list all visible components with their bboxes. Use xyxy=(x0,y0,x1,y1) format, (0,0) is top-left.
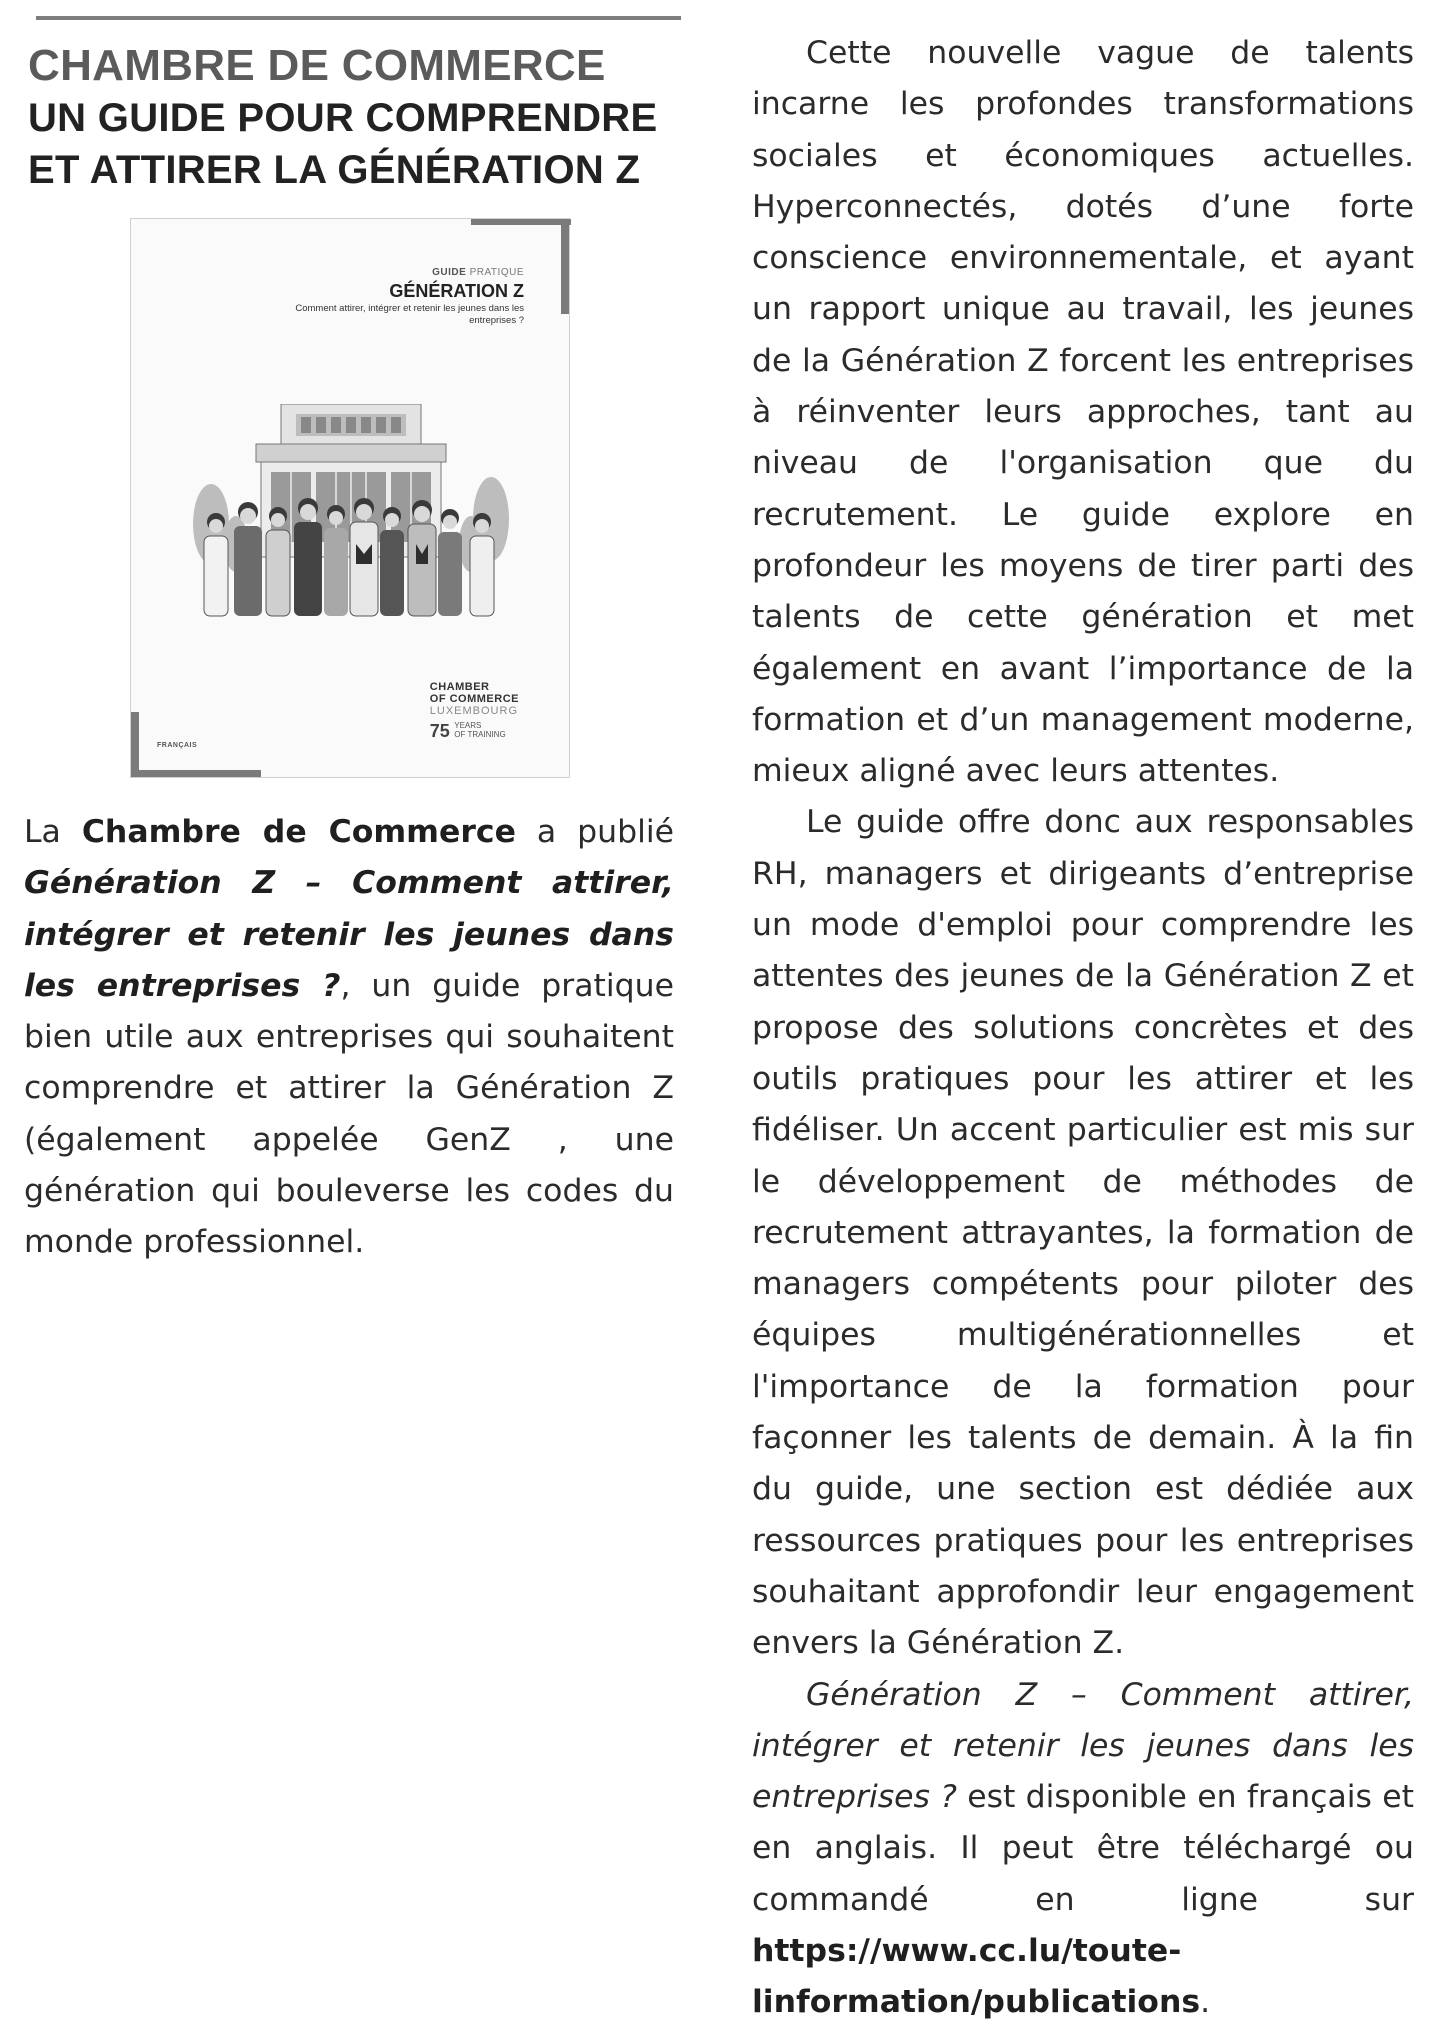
article-headline xyxy=(28,40,688,196)
headline-title-line-1: UN GUIDE POUR COMPRENDRE xyxy=(28,96,658,140)
guide-title: Génération Z – Comment attirer, intégrer et retenir les jeunes dans les entreprises ? xyxy=(24,865,674,1004)
intro-paragraph: La Chambre de Commerce a publié Génération Z – Comment attirer, intégrer et retenir les jeunes dans les entreprises ?, un guide pratique bien utile aux entreprises qui souhaitent comprendre et attirer la Génération Z (également appelée GenZ , une génération qui bouleverse les codes du monde professionnel. xyxy=(24,814,675,1261)
cover-frame-bar xyxy=(131,770,261,777)
group-of-young-people-illustration xyxy=(186,404,516,624)
cover-subtitle: Comment attirer, intégrer et retenir les jeunes dans les entreprises ? xyxy=(295,303,524,326)
top-rule xyxy=(36,16,681,20)
cover-title: GÉNÉRATION Z xyxy=(389,281,524,301)
headline-kicker: CHAMBRE DE COMMERCE xyxy=(28,41,606,90)
left-column xyxy=(24,807,674,1269)
body-paragraph-1: Cette nouvelle vague de talents incarne les profondes transformations sociales et économiques actuelles. Hyperconnectés, dotés d’une forte conscience environnementale, et ayant un rapport unique au travail, les jeunes de la Génération Z forcent les entreprises à réinventer leurs approches, tant au niveau de l'organisation que du recrutement. Le guide explore en profondeur les moyens de tirer parti des talents de cette génération et met également en avant l’importance de la formation et d’un management moderne, mieux aligné avec leurs attentes. xyxy=(752,35,1414,790)
cover-frame-bar xyxy=(131,712,139,777)
headline-title-line-2: ET ATTIRER LA GÉNÉRATION Z xyxy=(28,148,641,192)
cover-language-label: FRANÇAIS xyxy=(157,742,198,749)
right-column xyxy=(752,28,1414,2029)
cover-series-label: GUIDE PRATIQUE xyxy=(432,267,524,278)
book-cover-image xyxy=(130,218,570,778)
body-paragraph-2: Le guide offre donc aux responsables RH, managers et dirigeants d’entreprise un mode d'emploi pour comprendre les attentes des jeunes de la Génération Z et propose des solutions concrètes et des outils pratiques pour les attirer et les fidéliser. Un accent particulier est mis sur le développement de méthodes de recrutement attrayantes, la formation de managers compétents pour piloter des équipes multigénérationnelles et l'importance de la formation pour façonner les talents de demain. À la fin du guide, une section est dédiée aux ressources pratiques pour les entreprises souhaitant approfondir leur engagement envers la Génération Z. xyxy=(752,804,1414,1662)
body-paragraph-3: Génération Z – Comment attirer, intégrer et retenir les jeunes dans les entreprises ? est disponible en français et en anglais. Il peut être téléchargé ou commandé en ligne sur https://www.cc.lu/toute-linformation/publications. xyxy=(752,1676,1414,2021)
cover-frame-bar xyxy=(471,219,571,225)
organization-name: Chambre de Commerce xyxy=(81,814,516,850)
cover-frame-bar xyxy=(561,219,569,314)
guide-title-italic: Génération Z – Comment attirer, intégrer et retenir les jeunes dans les entreprises ? xyxy=(752,1676,1414,1816)
chamber-of-commerce-logo: CHAMBER OF COMMERCE LUXEMBOURG 75 YEARS OF TRAINING xyxy=(429,681,519,741)
publications-link[interactable]: https://www.cc.lu/toute-linformation/publications xyxy=(752,1932,1201,2021)
